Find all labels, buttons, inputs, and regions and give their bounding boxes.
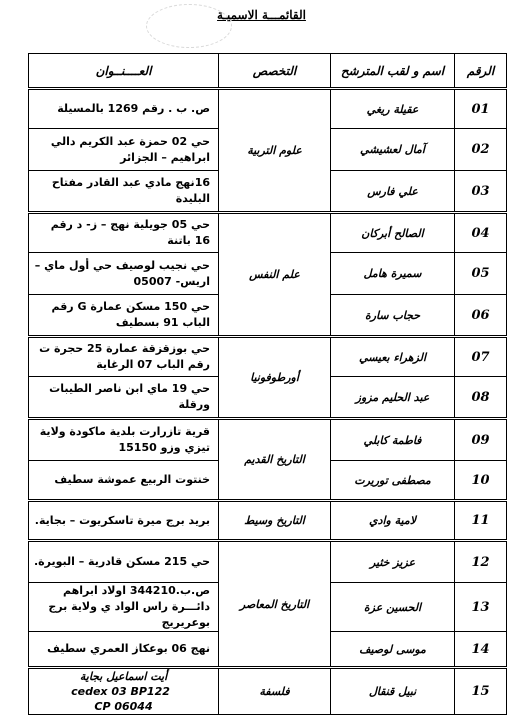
candidate-address: خنتوت الربيع عموشة سطيف — [29, 461, 219, 501]
candidate-name: الصالح أبركان — [331, 213, 455, 253]
candidate-address: 16نهج مادي عبد القادر مفتاح البليدة — [29, 171, 219, 213]
address-arabic-part: أيت اسماعيل بجاية — [79, 670, 168, 683]
table-row — [29, 501, 507, 541]
candidate-address: قرية تازرارت بلدية ماكودة ولاية تيزي وزو 15150 — [29, 419, 219, 461]
candidate-name: موسى لوصيف — [331, 632, 455, 668]
candidate-name: عزيز خثير — [331, 541, 455, 583]
row-number: 01 — [455, 89, 507, 129]
candidate-name: الحسين عزة — [331, 583, 455, 632]
row-number: 02 — [455, 129, 507, 171]
address-code-2: CP 06044 — [94, 700, 153, 713]
row-number: 10 — [455, 461, 507, 501]
row-number: 04 — [455, 213, 507, 253]
row-number: 05 — [455, 253, 507, 295]
specialty-cell: فلسفة — [219, 668, 331, 715]
row-number: 08 — [455, 377, 507, 419]
header-specialty: التخصص — [219, 54, 331, 89]
candidate-address: ص. ب . رقم 1269 بالمسيلة — [29, 89, 219, 129]
candidate-address: نهج 06 بوعكاز العمري سطيف — [29, 632, 219, 668]
row-number: 09 — [455, 419, 507, 461]
row-number: 07 — [455, 337, 507, 377]
row-number: 06 — [455, 295, 507, 337]
row-number: 03 — [455, 171, 507, 213]
candidate-address: حي بوزقزقة عمارة 25 حجرة ت رقم الباب 07 الرغاية — [29, 337, 219, 377]
table-row — [29, 89, 507, 129]
candidate-address: حي نجيب لوصيف حي أول ماي – اريس- 05007 — [29, 253, 219, 295]
table-row — [29, 419, 507, 461]
specialty-cell: التاريخ وسيط — [219, 501, 331, 541]
candidate-address: حي 19 ماي ابن ناصر الطيبات ورقلة — [29, 377, 219, 419]
specialty-cell: أورطوفونيا — [219, 337, 331, 419]
table-row — [29, 541, 507, 583]
candidate-name: مصطفى توريرت — [331, 461, 455, 501]
specialty-cell: علوم التربية — [219, 89, 331, 213]
row-number: 13 — [455, 583, 507, 632]
candidate-address: حي 150 مسكن عمارة G رقم الباب 91 بسطيف — [29, 295, 219, 337]
candidate-name: نبيل قنقال — [331, 668, 455, 715]
header-number: الرقم — [455, 54, 507, 89]
candidate-address: بريد برج ميرة تاسكريوت – بجاية. — [29, 501, 219, 541]
row-number: 15 — [455, 668, 507, 715]
header-name: اسم و لقب المترشح — [331, 54, 455, 89]
candidate-address: ص.ب.344210 اولاد ابراهم دائـــرة راس الواد ي ولاية برج بوعريريج — [29, 583, 219, 632]
candidate-name: حجاب سارة — [331, 295, 455, 337]
header-address: العــــنــوان — [29, 54, 219, 89]
row-number: 14 — [455, 632, 507, 668]
candidate-name: علي فارس — [331, 171, 455, 213]
specialty-cell: علم النفس — [219, 213, 331, 337]
candidate-address: حي 05 جويلية نهج – ز- د رقم 16 باتنة — [29, 213, 219, 253]
candidate-name: لامية وادي — [331, 501, 455, 541]
specialty-cell: التاريخ القديم — [219, 419, 331, 501]
candidate-name: فاطمة كابلي — [331, 419, 455, 461]
candidate-name: عبد الحليم مزوز — [331, 377, 455, 419]
row-number: 12 — [455, 541, 507, 583]
candidate-address: حي 215 مسكن قادرية – البويرة. — [29, 541, 219, 583]
table-header-row — [29, 54, 507, 89]
candidate-name: عقيلة ريغي — [331, 89, 455, 129]
candidate-address — [29, 668, 219, 715]
table-row — [29, 668, 507, 715]
table-row — [29, 213, 507, 253]
candidate-address: حي 02 حمزة عبد الكريم دالي ابراهيم – الجزائر — [29, 129, 219, 171]
candidates-table — [28, 53, 507, 715]
candidate-name: سميرة هامل — [331, 253, 455, 295]
specialty-cell: التاريخ المعاصر — [219, 541, 331, 668]
page-title: القائمـــة الاسميـة — [217, 8, 306, 22]
address-code-1: cedex 03 BP122 — [71, 685, 170, 698]
row-number: 11 — [455, 501, 507, 541]
table-row — [29, 337, 507, 377]
candidate-name: الزهراء بعيسي — [331, 337, 455, 377]
candidate-name: آمال لعشيشي — [331, 129, 455, 171]
